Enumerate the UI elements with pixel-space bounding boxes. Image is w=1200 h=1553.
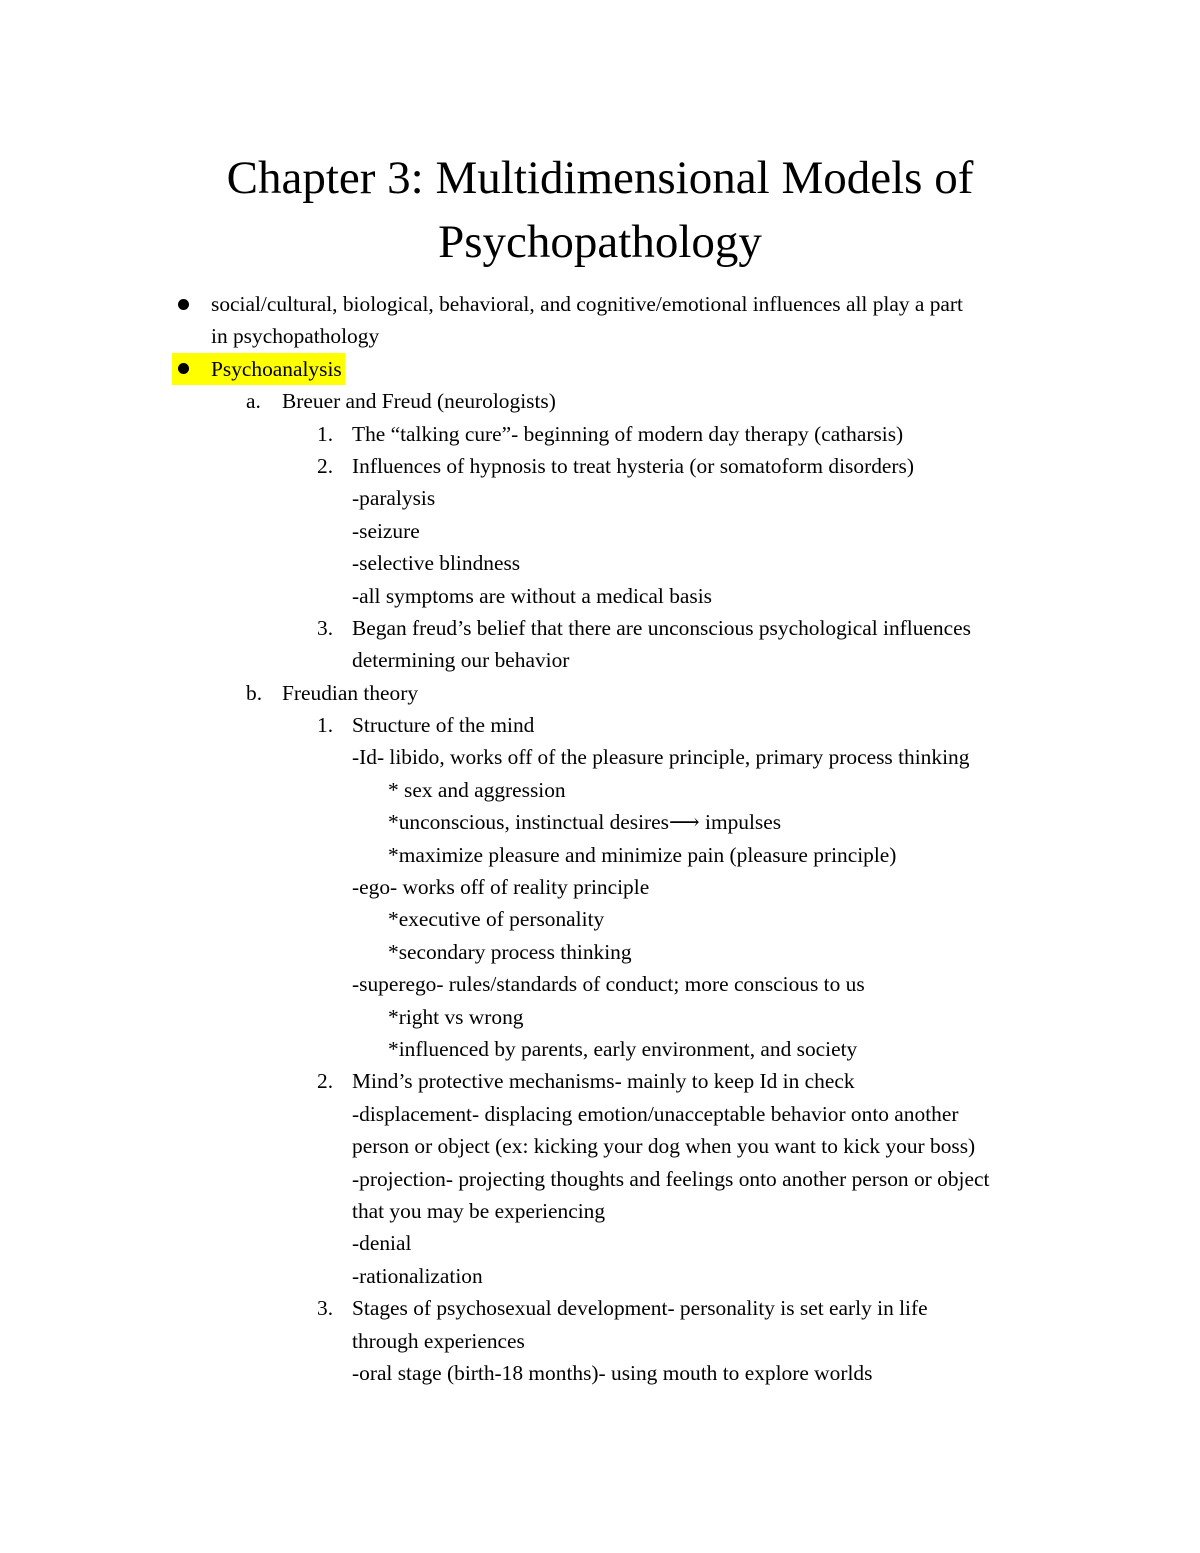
bullet-text: social/cultural, biological, behavioral, and cognitive/emotional influences all play a part xyxy=(211,292,963,316)
line-text: -all symptoms are without a medical basis xyxy=(352,583,712,608)
text-line xyxy=(0,1001,1200,1033)
outline-item xyxy=(0,418,1200,450)
line-text: through experiences xyxy=(352,1328,525,1353)
text-line xyxy=(0,774,1200,806)
line-text: *right vs wrong xyxy=(388,1004,524,1029)
text-line xyxy=(0,741,1200,773)
outline-text: Stages of psychosexual development- personality is set early in life xyxy=(352,1296,928,1321)
text-line xyxy=(0,806,1200,838)
outline-text: Freudian theory xyxy=(282,680,419,705)
outline-item xyxy=(0,709,1200,741)
line-text: -superego- rules/standards of conduct; more conscious to us xyxy=(352,972,865,997)
outline-text: The “talking cure”- beginning of modern day therapy (catharsis) xyxy=(352,421,904,446)
text-line xyxy=(0,1357,1200,1389)
line-text: -denial xyxy=(352,1231,412,1256)
line-text: -ego- works off of reality principle xyxy=(352,875,650,900)
outline-item xyxy=(0,612,1200,644)
text-line xyxy=(0,1163,1200,1195)
text-line xyxy=(0,320,1200,352)
line-text: -paralysis xyxy=(352,486,436,511)
outline-marker: a. xyxy=(246,389,261,414)
text-line xyxy=(0,644,1200,676)
text-line xyxy=(0,1033,1200,1065)
line-text: -oral stage (birth-18 months)- using mouth to explore worlds xyxy=(352,1360,873,1385)
bullet-item xyxy=(0,288,1200,320)
text-line xyxy=(0,871,1200,903)
line-text: person or object (ex: kicking your dog when you want to kick your boss) xyxy=(352,1134,976,1159)
outline-text: Structure of the mind xyxy=(352,713,535,738)
text-line xyxy=(0,968,1200,1000)
text-line xyxy=(0,1227,1200,1259)
text-line xyxy=(0,547,1200,579)
text-line xyxy=(0,1130,1200,1162)
title-line-1: Chapter 3: Multidimensional Models of xyxy=(226,152,974,204)
outline-text: Breuer and Freud (neurologists) xyxy=(282,389,556,414)
line-text: *influenced by parents, early environment, and society xyxy=(388,1036,858,1061)
bullet-text: Psychoanalysis xyxy=(211,356,342,381)
outline-text: Influences of hypnosis to treat hysteria (or somatoform disorders) xyxy=(352,453,914,478)
line-text: *executive of personality xyxy=(388,907,605,932)
line-text: * sex and aggression xyxy=(388,777,566,802)
text-line xyxy=(0,580,1200,612)
notes-content xyxy=(0,288,1200,1389)
outline-item xyxy=(0,450,1200,482)
title-line-2: Psychopathology xyxy=(438,216,762,268)
outline-item xyxy=(0,385,1200,417)
text-line xyxy=(0,1325,1200,1357)
outline-item xyxy=(0,677,1200,709)
outline-marker: 3. xyxy=(317,615,334,640)
text-line xyxy=(0,482,1200,514)
line-text: -Id- libido, works off of the pleasure principle, primary process thinking xyxy=(352,745,970,770)
line-text: that you may be experiencing xyxy=(352,1198,606,1223)
text-line xyxy=(0,839,1200,871)
text-line xyxy=(0,903,1200,935)
outline-text: Mind’s protective mechanisms- mainly to keep Id in check xyxy=(352,1069,855,1094)
line-text: -selective blindness xyxy=(352,551,521,576)
outline-marker: 1. xyxy=(317,713,334,738)
line-text: *unconscious, instinctual desires⟶ impulses xyxy=(388,810,782,835)
outline-marker: 2. xyxy=(317,1069,334,1094)
outline-item xyxy=(0,1292,1200,1324)
line-text: -seizure xyxy=(352,518,420,543)
line-text: in psychopathology xyxy=(211,324,380,349)
outline-text: Began freud’s belief that there are unconscious psychological influences xyxy=(352,615,971,640)
line-text: determining our behavior xyxy=(352,648,570,673)
page-title xyxy=(150,146,1050,274)
line-text: *secondary process thinking xyxy=(388,939,632,964)
outline-marker: 1. xyxy=(317,421,334,446)
text-line xyxy=(0,936,1200,968)
bullet-icon xyxy=(178,288,189,320)
line-text: -projection- projecting thoughts and feelings onto another person or object xyxy=(352,1166,990,1191)
outline-marker: 2. xyxy=(317,453,334,478)
line-text: -rationalization xyxy=(352,1263,483,1288)
line-text: *maximize pleasure and minimize pain (pleasure principle) xyxy=(388,842,897,867)
outline-marker: 3. xyxy=(317,1296,334,1321)
line-text: -displacement- displacing emotion/unacceptable behavior onto another xyxy=(352,1101,959,1126)
text-line xyxy=(0,1260,1200,1292)
bullet-item xyxy=(0,353,1200,385)
text-line xyxy=(0,515,1200,547)
outline-item xyxy=(0,1065,1200,1097)
bullet-icon xyxy=(178,353,189,385)
outline-marker: b. xyxy=(246,680,263,705)
text-line xyxy=(0,1098,1200,1130)
text-line xyxy=(0,1195,1200,1227)
